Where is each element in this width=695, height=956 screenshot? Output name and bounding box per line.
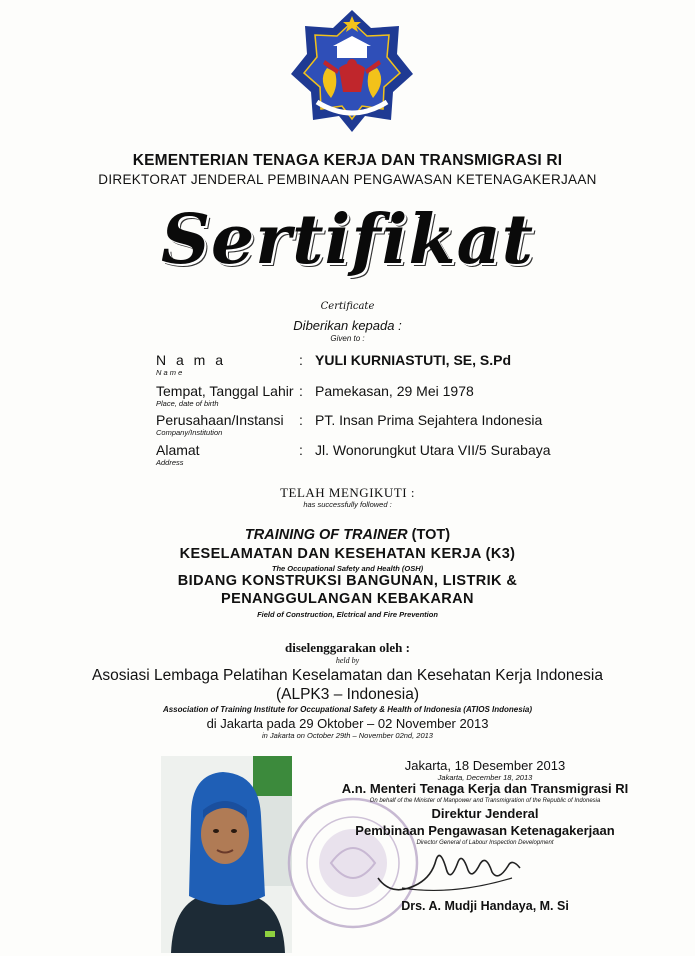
- signature-date: Jakarta, 18 Desember 2013: [404, 758, 566, 773]
- training-title-italic: TRAINING OF TRAINER: [244, 527, 408, 543]
- recipient-row-birth: [156, 383, 676, 413]
- field-label-english: Address: [156, 458, 184, 467]
- recipient-birth: Pamekasan, 29 Mei 1978: [315, 383, 474, 399]
- given-to-label-english: Given to :: [330, 334, 365, 343]
- ministry-emblem: [287, 6, 417, 136]
- training-title-abbr: (TOT): [407, 527, 451, 543]
- organizer-name: Asosiasi Lembaga Pelatihan Keselamatan dan Kesehatan Kerja Indonesia: [92, 667, 603, 684]
- certificate-title-english: Certificate: [320, 301, 375, 312]
- certificate-title: Sertifikat: [160, 200, 535, 280]
- signature-line3-english: Director General of Labour Inspection Development: [416, 840, 554, 846]
- organizer-label-english: held by: [335, 656, 360, 665]
- field-colon: :: [299, 352, 303, 368]
- signature-line2: Direktur Jenderal: [431, 806, 539, 821]
- organizer-name-english: Association of Training Institute for Occupational Safety & Health of Indonesia (ATIOS Indonesia): [162, 705, 533, 714]
- field-label-english: Company/Institution: [156, 428, 223, 437]
- field-label: Alamat: [156, 442, 200, 458]
- recipient-company: PT. Insan Prima Sejahtera Indonesia: [315, 412, 543, 428]
- signature-line1: A.n. Menteri Tenaga Kerja dan Transmigrasi RI: [341, 781, 629, 796]
- recipient-photo: [161, 756, 292, 953]
- training-title: [0, 527, 695, 543]
- training-field-line1: BIDANG KONSTRUKSI BANGUNAN, LISTRIK &: [177, 573, 518, 589]
- recipient-row-company: [156, 412, 676, 442]
- signature-line1-english: On behalf of the Minister of Manpower and Transmigration of the Republic of Indonesia: [369, 798, 601, 804]
- field-colon: :: [299, 383, 303, 399]
- training-field-line2: PENANGGULANGAN KEBAKARAN: [221, 591, 474, 607]
- ministry-name: KEMENTERIAN TENAGA KERJA DAN TRANSMIGRASI RI: [132, 152, 563, 169]
- field-label-english: Place, date of birth: [156, 399, 219, 408]
- signature-date-english: Jakarta, December 18, 2013: [437, 773, 533, 782]
- handwritten-signature: [372, 838, 532, 902]
- training-k3-english: The Occupational Safety and Health (OSH): [271, 564, 424, 573]
- organizer-abbr: (ALPK3 – Indonesia): [275, 686, 420, 703]
- signature-line3: Pembinaan Pengawasan Ketenagakerjaan: [355, 823, 615, 838]
- organizer-label: diselenggarakan oleh :: [285, 640, 410, 655]
- field-label: Perusahaan/Instansi: [156, 412, 284, 428]
- recipient-row-address: [156, 442, 676, 472]
- followed-label-english: has successfully followed :: [303, 500, 392, 509]
- training-place-date: di Jakarta pada 29 Oktober – 02 November 2013: [206, 716, 489, 731]
- training-k3: KESELAMATAN DAN KESEHATAN KERJA (K3): [179, 546, 516, 562]
- given-to-label: Diberikan kepada :: [293, 318, 402, 333]
- training-place-date-english: in Jakarta on October 29th – November 02nd, 2013: [262, 731, 433, 740]
- field-label-english: N a m e: [156, 368, 183, 377]
- field-colon: :: [299, 412, 303, 428]
- recipient-name: YULI KURNIASTUTI, SE, S.Pd: [315, 352, 512, 368]
- signer-name: Drs. A. Mudji Handaya, M. Si: [401, 899, 569, 913]
- training-field-english: Field of Construction, Elctrical and Fire Prevention: [257, 610, 438, 619]
- field-colon: :: [299, 442, 303, 458]
- field-label: Tempat, Tanggal Lahir: [156, 383, 294, 399]
- recipient-address: Jl. Wonorungkut Utara VII/5 Surabaya: [315, 442, 551, 458]
- recipient-row-name: [156, 352, 676, 382]
- field-label: N a m a: [156, 352, 227, 368]
- directorate-name: DIREKTORAT JENDERAL PEMBINAAN PENGAWASAN KETENAGAKERJAAN: [98, 172, 597, 187]
- followed-label: TELAH MENGIKUTI :: [280, 485, 415, 500]
